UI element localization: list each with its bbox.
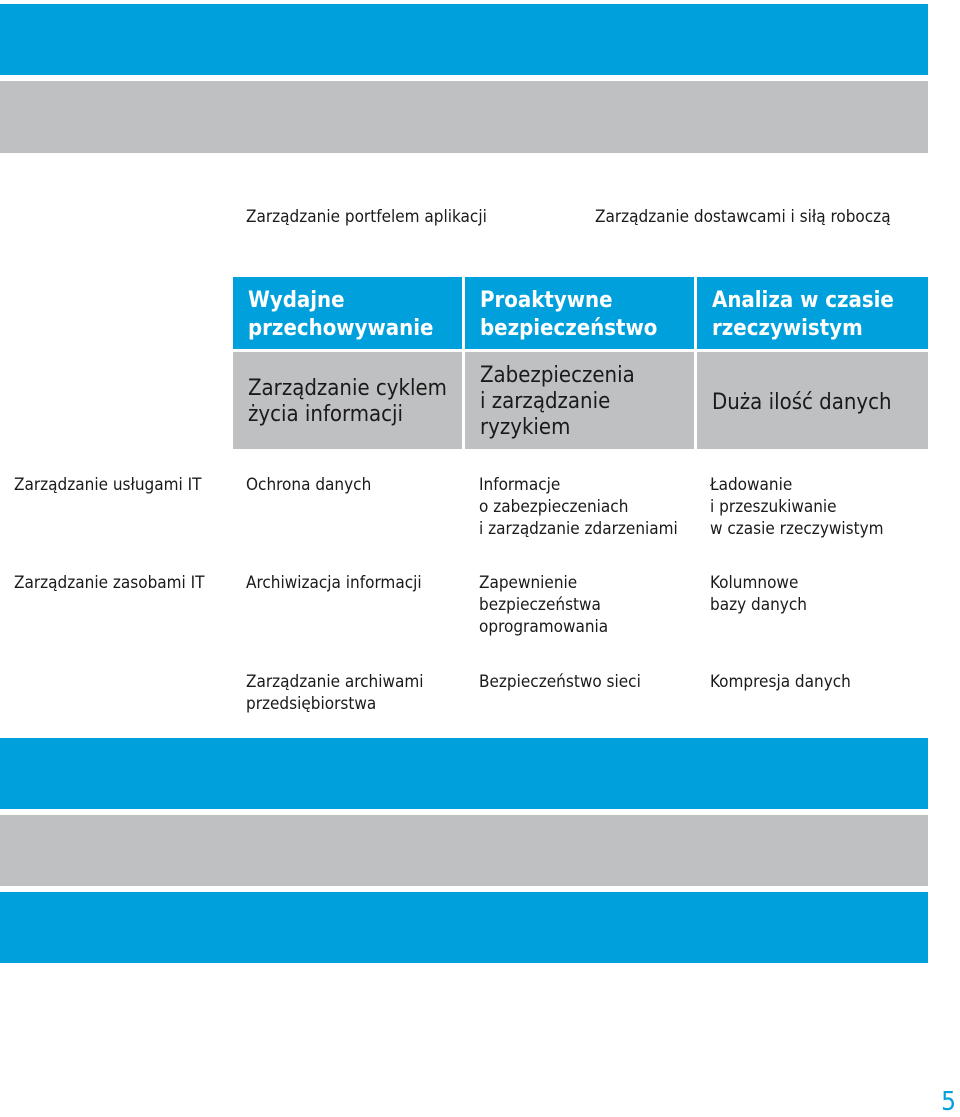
page-number: 5 (941, 1087, 956, 1117)
bottom-blue-band-2 (0, 892, 928, 963)
columnar-databases: Kolumnowe bazy danych (710, 573, 807, 615)
top-grey-band (0, 81, 928, 153)
supplier-workforce-management: Zarządzanie dostawcami i siłą roboczą (595, 207, 891, 227)
software-security-assurance: Zapewnienie bezpieczeństwa oprogramowania (479, 573, 609, 637)
top-blue-band (0, 4, 928, 75)
enterprise-archive-management: Zarządzanie archiwami przedsiębiorstwa (246, 672, 424, 714)
data-protection: Ochrona danych (246, 475, 372, 495)
data-compression: Kompresja danych (710, 672, 851, 692)
bottom-grey-band (0, 815, 928, 886)
info-lifecycle-management: Zarządzanie cyklem życia informacji (248, 376, 447, 427)
bottom-blue-band-1 (0, 738, 928, 809)
row-label-it-service-management: Zarządzanie usługami IT (14, 475, 202, 495)
information-archiving: Archiwizacja informacji (246, 573, 422, 593)
big-data: Duża ilość danych (712, 390, 892, 415)
security-information-event-management: Informacje o zabezpieczeniach i zarządzanie zdarzeniami (479, 475, 678, 539)
row-label-it-asset-management: Zarządzanie zasobami IT (14, 573, 205, 593)
header-realtime-analytics: Analiza w czasie rzeczywistym (712, 288, 894, 341)
app-portfolio-management: Zarządzanie portfelem aplikacji (246, 207, 487, 227)
header-efficient-storage: Wydajne przechowywanie (248, 288, 434, 341)
realtime-loading-search: Ładowanie i przeszukiwanie w czasie rzeczywistym (710, 475, 884, 539)
header-proactive-security: Proaktywne bezpieczeństwo (480, 288, 658, 341)
security-risk-management: Zabezpieczenia i zarządzanie ryzykiem (480, 363, 635, 440)
network-security: Bezpieczeństwo sieci (479, 672, 641, 692)
